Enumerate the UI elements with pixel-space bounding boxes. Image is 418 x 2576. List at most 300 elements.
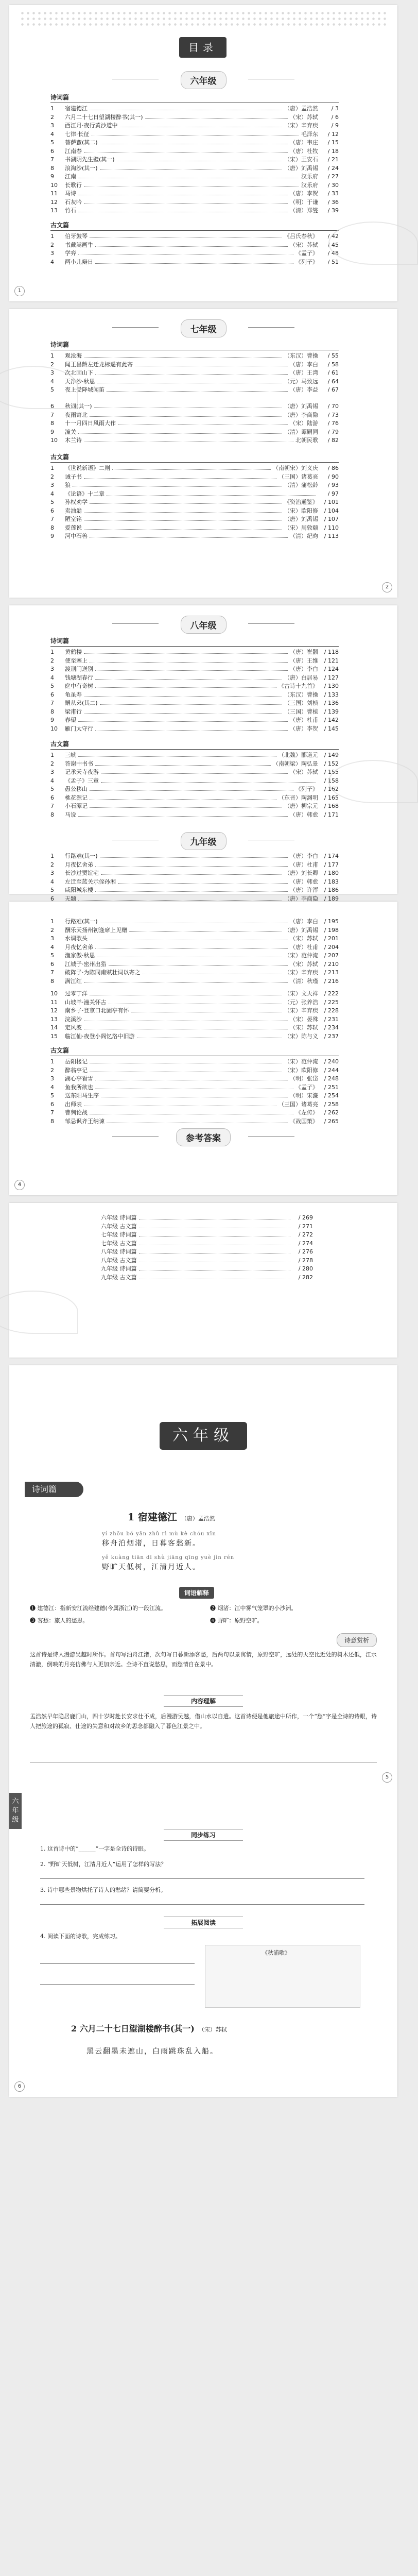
toc-entry-author: 《古诗十九首》	[278, 683, 318, 689]
toc-entry[interactable]	[50, 532, 339, 540]
section-poetry: 诗词篇	[50, 93, 339, 103]
toc-entry[interactable]	[86, 1230, 313, 1239]
toc-entry-page: / 104	[324, 507, 339, 514]
toc-entry[interactable]	[50, 506, 339, 515]
toc-entry-author: （唐）李白	[290, 361, 318, 368]
toc-entry[interactable]	[50, 147, 339, 156]
toc-entry[interactable]	[50, 411, 339, 419]
toc-entry-page: / 24	[327, 164, 339, 172]
toc-entry-author: （唐）李商隐	[284, 411, 318, 418]
toc-entry-author: （清）谭嗣同	[284, 428, 318, 435]
toc-entry[interactable]	[50, 926, 339, 935]
toc-entry-author: （唐）李贺	[290, 190, 318, 197]
toc-entry[interactable]	[50, 130, 339, 139]
toc-entry[interactable]	[50, 172, 339, 181]
toc-entry-author: （元）张养浩	[284, 998, 318, 1006]
toc-entry-author: （元）马致远	[284, 378, 318, 385]
toc-entry-leader	[101, 769, 288, 774]
toc-entry-author: （南朝梁）陶弘景	[273, 760, 318, 767]
toc-entry-page: / 18	[327, 147, 339, 155]
toc-entry[interactable]	[50, 917, 339, 926]
toc-entry-author: （宋）辛弃疾	[284, 122, 318, 129]
toc-entry[interactable]	[50, 419, 339, 428]
toc-entry-leader	[95, 666, 288, 671]
toc-entry-number: 6	[50, 507, 54, 514]
toc-entry-leader	[84, 692, 282, 697]
toc-entry[interactable]	[50, 665, 339, 673]
toc-entry[interactable]	[50, 249, 339, 258]
toc-entry[interactable]	[50, 368, 339, 377]
toc-entry-page: / 183	[324, 878, 339, 885]
toc-entry-author: （东汉）曹操	[284, 352, 318, 359]
toc-entry[interactable]	[86, 1213, 313, 1222]
toc-entry[interactable]	[86, 1264, 313, 1273]
toc-entry-page: / 149	[324, 752, 339, 758]
toc-entry-page: / 204	[324, 943, 339, 951]
toc-entry-page: / 201	[324, 935, 339, 942]
toc-entry[interactable]	[50, 428, 339, 436]
toc-entry-number: 6	[50, 403, 54, 410]
toc-entry[interactable]	[50, 699, 339, 707]
toc-entry-number: 12	[50, 1007, 58, 1014]
toc-entry-author: （唐）李白	[290, 666, 318, 672]
toc-entry[interactable]	[50, 968, 339, 977]
note-1: ❶ 建德江：指新安江流经建德(今属浙江)的一段江流。	[30, 1605, 167, 1612]
toc-entry-author: （唐）刘禹锡	[284, 516, 318, 522]
toc-entry-leader	[84, 1025, 288, 1029]
toc-entry-number: 3	[50, 482, 54, 488]
toc-entry-leader	[139, 1275, 291, 1279]
toc-entry-number: 3	[50, 369, 54, 376]
toc-entry-author: （唐）杜甫	[290, 717, 318, 723]
toc-entry-author: （清）秋瑾	[290, 977, 318, 985]
toc-entry-page: / 9	[331, 122, 339, 129]
toc-entry-title: 长歌行	[65, 181, 82, 189]
toc-entry-leader	[90, 803, 282, 808]
toc-entry-leader	[73, 482, 282, 487]
toc-entry[interactable]	[50, 258, 339, 266]
toc-entry-number: 5	[50, 786, 54, 792]
toc-entry-number: 1	[50, 352, 54, 359]
toc-entry-number: 3	[50, 935, 54, 942]
toc-entry[interactable]	[50, 189, 339, 198]
toc-entry-number: 4	[50, 777, 54, 784]
toc-entry-leader	[78, 250, 293, 255]
content-text: 孟浩然早年隐居鹿门山，四十岁时赴长安求仕不成，后漫游吴越，借山水以自遣。这首诗便是他旅途中所作，一个“愁”字是全诗的诗眼，诗人把旅途的孤寂、仕途的失意和对故乡的思念都融入了暮色江景之中。	[30, 1713, 377, 1730]
toc-entry-author: 《战国策》	[290, 1117, 318, 1125]
toc-entry-page: / 133	[324, 691, 339, 698]
toc-entry-number: 5	[50, 1092, 54, 1099]
toc-entry[interactable]	[50, 232, 339, 241]
toc-entry[interactable]	[50, 351, 339, 360]
toc-entry-page: / 207	[324, 952, 339, 959]
toc-entry[interactable]	[50, 489, 339, 498]
toc-list-grade9-classical	[50, 1057, 339, 1125]
toc-entry-title: 月夜忆舍弟	[65, 943, 93, 951]
toc-entry-author: （明）宋濂	[290, 1092, 318, 1099]
toc-entry-leader	[101, 870, 282, 875]
toc-entry[interactable]	[50, 682, 339, 690]
toc-entry[interactable]	[50, 498, 339, 506]
poem1-pinyin-1: yí zhōu bó yān zhǔ rì mù kè chóu xīn	[102, 1531, 216, 1537]
toc-entry-leader	[139, 1224, 291, 1228]
toc-entry-author: （宋）文天祥	[284, 990, 318, 997]
toc-entry-title: 八年级 诗词篇	[101, 1248, 137, 1255]
toc-entry[interactable]	[50, 690, 339, 699]
toc-entry[interactable]	[50, 472, 339, 481]
toc-entry-author: 《孟子》	[295, 250, 318, 257]
grade-banner-8: 八年级	[112, 616, 294, 631]
toc-entry-title: 临江仙·夜登小阁忆洛中旧游	[65, 1032, 135, 1040]
toc-entry-number: 4	[50, 1083, 54, 1091]
toc-entry[interactable]	[50, 121, 339, 130]
toc-entry-page: / 110	[324, 524, 339, 531]
toc-entry-leader	[78, 752, 276, 757]
toc-entry-page: / 278	[298, 1257, 313, 1264]
toc-entry-number: 8	[50, 524, 54, 531]
toc-entry-leader	[95, 862, 288, 867]
answer-line[interactable]	[40, 1904, 364, 1905]
toc-entry-number: 3	[50, 122, 54, 129]
toc-entry-number: 2	[50, 361, 54, 368]
toc-entry-leader	[78, 191, 288, 195]
toc-entry-author: （南朝宋）刘义庆	[273, 465, 318, 471]
toc-entry-author: （唐）崔颢	[290, 649, 318, 655]
answer-line[interactable]	[40, 1878, 364, 1879]
toc-entry-leader	[84, 148, 288, 153]
toc-entry[interactable]	[86, 1273, 313, 1282]
toc-entry-page: / 254	[324, 1092, 339, 1099]
toc-entry-title: 马诗	[65, 190, 76, 197]
toc-entry[interactable]	[50, 860, 339, 869]
toc-entry[interactable]	[50, 515, 339, 523]
toc-entry[interactable]	[86, 1222, 313, 1231]
toc-entry-number: 13	[50, 207, 58, 214]
toc-entry-leader	[109, 999, 283, 1004]
toc-entry-leader	[101, 778, 316, 783]
toc-entry-author: （唐）柳宗元	[284, 803, 318, 809]
toc-entry[interactable]	[50, 198, 339, 207]
toc-entry-leader	[139, 1249, 291, 1253]
toc-entry[interactable]	[50, 206, 339, 215]
practice-heading: 同步练习	[164, 1829, 243, 1841]
toc-entry[interactable]	[50, 241, 339, 249]
toc-entry[interactable]	[86, 1256, 313, 1265]
toc-entry[interactable]	[50, 951, 339, 960]
toc-entry-author: （唐）李商隐	[284, 895, 318, 902]
toc-entry-number: 4	[50, 258, 54, 265]
toc-entry[interactable]	[50, 869, 339, 877]
toc-entry-author: （宋）辛弃疾	[284, 969, 318, 976]
toc-entry-author: （宋）陆游	[290, 420, 318, 427]
toc-entry-page: / 127	[324, 674, 339, 681]
toc-entry-leader	[84, 649, 288, 654]
toc-entry-title: 七年级 诗词篇	[101, 1231, 137, 1238]
toc-list-grade9-poetry-b	[50, 917, 339, 985]
toc-entry-author: （三国）诸葛亮	[278, 1100, 318, 1108]
toc-entry-page: / 55	[327, 352, 339, 359]
toc-entry-number: 15	[50, 1032, 58, 1040]
toc-entry-number: 2	[50, 1066, 54, 1074]
toc-entry[interactable]	[50, 989, 339, 998]
toc-entry-page: / 3	[331, 105, 339, 112]
toc-list-grade9-poetry-c	[50, 989, 339, 1040]
page-number: 2	[382, 582, 392, 592]
toc-entry-title: 石灰吟	[65, 198, 82, 206]
toc-entry-page: / 48	[327, 250, 339, 257]
toc-entry-number: 5	[50, 386, 54, 393]
toc-entry[interactable]	[50, 1057, 339, 1066]
toc-entry-author: （宋）范仲淹	[284, 952, 318, 959]
toc-entry-number: 7	[50, 156, 54, 163]
toc-entry-page: / 244	[324, 1066, 339, 1074]
toc-entry[interactable]	[50, 1074, 339, 1083]
toc-entry[interactable]	[50, 724, 339, 733]
note-4: ❹ 野旷：原野空旷。	[210, 1617, 263, 1624]
toc-entry-leader	[139, 1215, 291, 1219]
toc-entry-number: 3	[50, 1075, 54, 1082]
toc-entry-number: 5	[50, 499, 54, 505]
toc-entry[interactable]	[50, 707, 339, 716]
toc-heading: 目录	[179, 37, 227, 58]
toc-entry-page: / 64	[327, 378, 339, 385]
toc-entry[interactable]	[50, 1117, 339, 1126]
toc-entry-title: 天净沙·秋思	[65, 378, 95, 385]
toc-entry[interactable]	[50, 943, 339, 952]
toc-entry-leader	[90, 1059, 282, 1063]
poem2-line: 黑云翻墨未遮山，白雨跳珠乱入船。	[86, 2047, 218, 2056]
toc-entry-number: 2	[50, 760, 54, 767]
toc-entry[interactable]	[50, 785, 339, 793]
toc-entry-number: 7	[50, 1109, 54, 1116]
toc-list-grade6-classical	[50, 232, 339, 266]
toc-entry[interactable]	[50, 1091, 339, 1100]
toc-entry[interactable]	[50, 656, 339, 665]
toc-entry-leader	[92, 131, 300, 136]
toc-entry-leader	[78, 812, 288, 817]
toc-entry-page: / 186	[324, 887, 339, 893]
toc-entry-title: 河中石兽	[65, 533, 88, 539]
toc-entry[interactable]	[50, 402, 339, 411]
toc-entry-page: / 45	[327, 241, 339, 248]
toc-entry[interactable]	[50, 852, 339, 860]
toc-entry-page: / 136	[324, 700, 339, 706]
toc-entry[interactable]	[50, 673, 339, 682]
toc-entry-title: 庭中有奇树	[65, 683, 93, 689]
toc-entry-leader	[90, 795, 276, 800]
toc-entry[interactable]	[50, 481, 339, 489]
toc-entry-page: / 216	[324, 977, 339, 985]
toc-entry-page: / 180	[324, 870, 339, 876]
toc-entry-title: 钱塘湖春行	[65, 674, 93, 681]
toc-entry-title: 浣溪沙	[65, 1015, 82, 1023]
toc-entry[interactable]	[50, 1083, 339, 1092]
toc-entry-title: 使至塞上	[65, 657, 88, 664]
toc-entry-title: 书戴嵩画牛	[65, 241, 93, 248]
toc-entry-title: 破阵子·为陈同甫赋壮词以寄之	[65, 969, 141, 976]
toc-page-1	[9, 5, 397, 301]
content-heading: 内容理解	[164, 1695, 243, 1707]
toc-entry-number: 6	[50, 895, 54, 902]
toc-entry[interactable]	[50, 1006, 339, 1015]
toc-entry-page: / 168	[324, 803, 339, 809]
toc-entry[interactable]	[50, 716, 339, 724]
toc-entry[interactable]	[50, 751, 339, 759]
toc-entry-leader	[112, 465, 271, 470]
toc-entry-leader	[90, 991, 282, 995]
toc-entry[interactable]	[50, 436, 339, 445]
toc-entry-number: 11	[50, 998, 58, 1006]
toc-entry-number: 6	[50, 1100, 54, 1108]
toc-entry-title: 八年级 古文篇	[101, 1257, 137, 1264]
toc-entry-leader	[78, 174, 299, 178]
toc-entry-author: 《列子》	[295, 786, 318, 792]
answer-line[interactable]	[40, 1963, 195, 1964]
toc-entry-author: （唐）王湾	[290, 369, 318, 376]
toc-entry-title: 龟虽寿	[65, 691, 82, 698]
toc-entry-title: 醉翁亭记	[65, 1066, 88, 1074]
toc-entry[interactable]	[50, 759, 339, 768]
toc-entry[interactable]	[50, 886, 339, 894]
toc-entry[interactable]	[50, 793, 339, 802]
answer-line[interactable]	[40, 1984, 195, 1985]
toc-entry-leader	[84, 508, 282, 513]
toc-entry-author: （宋）晏殊	[290, 1015, 318, 1023]
toc-entry[interactable]	[50, 377, 339, 386]
toc-entry[interactable]	[50, 155, 339, 164]
section-classical-7: 古文篇	[50, 452, 339, 463]
toc-entry-leader	[94, 403, 282, 408]
toc-entry-title: 木兰诗	[65, 437, 82, 444]
toc-list-grade8-classical	[50, 751, 339, 819]
toc-entry[interactable]	[50, 877, 339, 886]
toc-entry[interactable]	[50, 138, 339, 147]
toc-entry-number: 4	[50, 490, 54, 497]
toc-entry-page: / 97	[327, 490, 339, 497]
toc-entry[interactable]	[50, 1108, 339, 1117]
toc-entry[interactable]	[50, 977, 339, 986]
cloud-decoration	[328, 222, 418, 265]
toc-entry[interactable]	[50, 113, 339, 122]
grade-banner-6: 六年级	[112, 71, 294, 87]
toc-entry-author: （唐）孟浩然	[284, 105, 318, 112]
toc-entry-number: 2	[50, 113, 54, 121]
toc-entry[interactable]	[50, 181, 339, 190]
toc-entry-page: / 152	[324, 760, 339, 767]
toc-entry-title: 行路难(其一)	[65, 918, 98, 925]
toc-entry-page: / 86	[327, 465, 339, 471]
toc-entry[interactable]	[50, 998, 339, 1007]
toc-entry-page: / 262	[324, 1109, 339, 1116]
toc-entry-title: 闻王昌龄左迁龙标遥有此寄	[65, 361, 133, 368]
toc-entry-number: 8	[50, 1117, 54, 1125]
toc-entry-leader	[95, 675, 282, 680]
toc-entry[interactable]	[86, 1247, 313, 1256]
toc-entry-leader	[137, 1033, 283, 1038]
toc-entry-author: 汉乐府	[301, 173, 318, 180]
toc-entry-author: （唐）杜甫	[290, 943, 318, 951]
toc-entry[interactable]	[50, 1023, 339, 1032]
toc-entry-number: 4	[50, 130, 54, 138]
cloud-decoration	[328, 760, 418, 803]
toc-entry[interactable]	[50, 1066, 339, 1075]
toc-entry-leader	[120, 123, 283, 127]
toc-entry-number: 6	[50, 147, 54, 155]
toc-entry-author: （唐）杜甫	[290, 861, 318, 868]
toc-entry[interactable]	[50, 1015, 339, 1024]
toc-entry[interactable]	[50, 802, 339, 810]
toc-entry-title: 六年级 诗词篇	[101, 1214, 137, 1221]
toc-entry-number: 3	[50, 666, 54, 672]
toc-entry[interactable]	[50, 648, 339, 656]
toc-entry-title: 答谢中书书	[65, 760, 93, 767]
toc-entry-page: / 213	[324, 969, 339, 976]
toc-entry[interactable]	[50, 768, 339, 776]
toc-entry-title: 夜雨寄北	[65, 411, 88, 418]
toc-entry-title: 六年级 古文篇	[101, 1223, 137, 1230]
toc-entry-page: / 228	[324, 1007, 339, 1014]
toc-entry-page: / 210	[324, 960, 339, 968]
toc-entry-number: 10	[50, 181, 58, 189]
toc-entry-title: 西江月·夜行黄沙道中	[65, 122, 118, 129]
toc-entry-number: 5	[50, 952, 54, 959]
toc-entry-page: / 177	[324, 861, 339, 868]
toc-entry[interactable]	[86, 1239, 313, 1248]
toc-entry-title: 秋词(其一)	[65, 403, 92, 410]
toc-entry-leader	[84, 516, 282, 521]
toc-entry-author: （宋）苏轼	[290, 935, 318, 942]
section-classical-8: 古文篇	[50, 739, 339, 750]
toc-entry-leader	[84, 709, 282, 714]
toc-entry[interactable]	[50, 464, 339, 472]
section-poetry-7: 诗词篇	[50, 340, 339, 350]
toc-entry-leader	[95, 1076, 288, 1080]
toc-entry-title: 江南春	[65, 147, 82, 155]
toc-entry-page: / 282	[298, 1274, 313, 1281]
toc-entry[interactable]	[50, 360, 339, 369]
toc-entry[interactable]	[50, 164, 339, 173]
toc-entry-leader	[107, 387, 288, 392]
toc-entry[interactable]	[50, 810, 339, 819]
toc-entry[interactable]	[50, 960, 339, 969]
poem1-line-2: 野旷天低树，江清月近人。	[102, 1563, 201, 1571]
toc-entry-page: / 251	[324, 1083, 339, 1091]
toc-entry[interactable]	[50, 385, 339, 394]
toc-page-4	[9, 902, 397, 1195]
page-number: 6	[14, 2081, 25, 2092]
toc-entry-page: / 30	[327, 181, 339, 189]
toc-entry[interactable]	[50, 1100, 339, 1109]
toc-entry-page: / 76	[327, 420, 339, 427]
toc-entry[interactable]	[50, 934, 339, 943]
toc-entry-page: / 274	[298, 1240, 313, 1247]
poem1-title: 1 宿建德江 （唐）孟浩然	[128, 1512, 215, 1523]
toc-entry-title: 九年级 古文篇	[101, 1274, 137, 1281]
toc-entry-title: 九年级 诗词篇	[101, 1265, 137, 1272]
toc-entry-page: / 271	[298, 1223, 313, 1230]
toc-entry[interactable]	[50, 776, 339, 785]
toc-entry-title: 曹刿论战	[65, 1109, 88, 1116]
question-2: 2. “野旷天低树，江清月近人”运用了怎样的写法？	[40, 1861, 167, 1868]
toc-entry[interactable]	[50, 104, 339, 113]
toc-entry-page: / 145	[324, 725, 339, 732]
toc-entry[interactable]	[50, 523, 339, 532]
toc-list-answers	[86, 1213, 313, 1281]
toc-entry-number: 7	[50, 969, 54, 976]
toc-entry[interactable]	[50, 1032, 339, 1041]
toc-entry-number: 11	[50, 190, 58, 197]
toc-entry-title: 六月二十七日望湖楼醉书(其一)	[65, 113, 143, 121]
